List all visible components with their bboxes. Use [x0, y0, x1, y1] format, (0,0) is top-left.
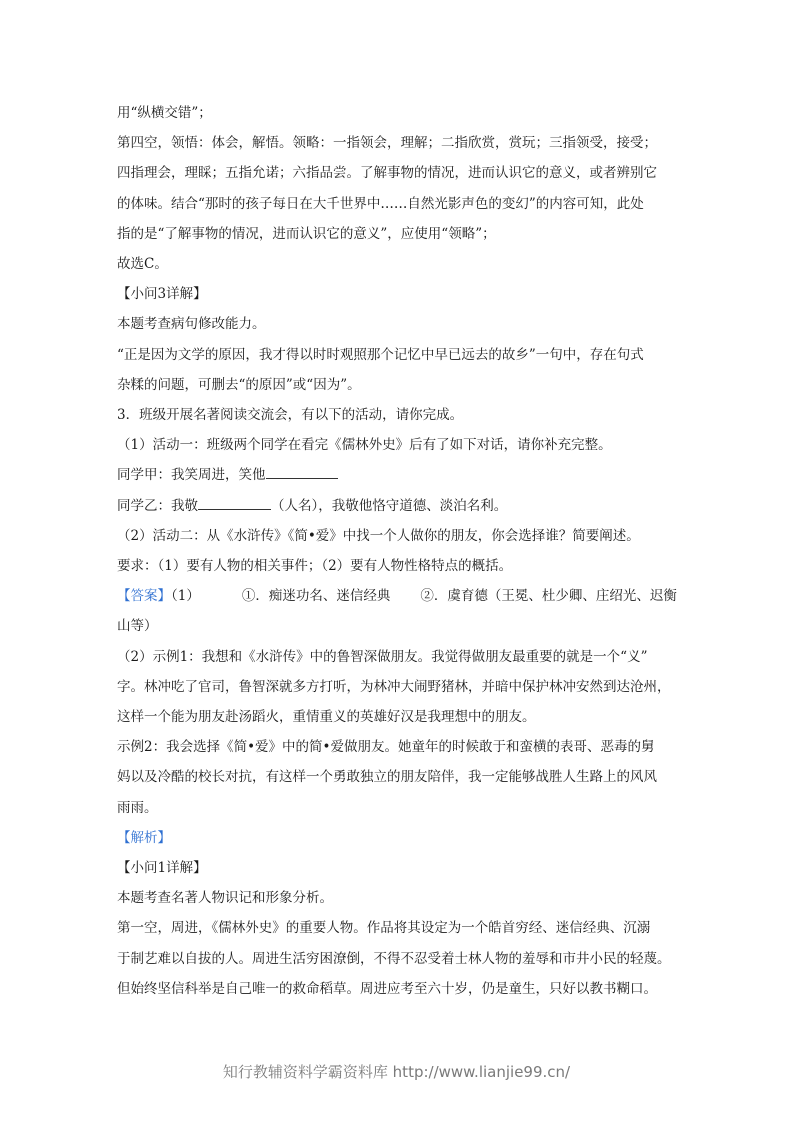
answer-line [117, 581, 677, 611]
answer-part-3: ②．虞育德（王冕、杜少卿、庄绍光、迟衡 [420, 588, 677, 605]
text-line: “正是因为文学的原因，我才得以时时观照那个记忆中早已远去的故乡”一句中，存在句式 [117, 346, 644, 363]
text-line: 这样一个能为朋友赴汤蹈火，重情重义的英雄好汉是我理想中的朋友。 [117, 709, 536, 726]
text-line: 字。林冲吃了官司，鲁智深就多方打听，为林冲大闹野猪林，并暗中保护林冲安然到达沧州， [117, 678, 671, 695]
text-line: 指的是“了解事物的情况，进而认识它的意义”，应使用“领略”； [117, 225, 496, 242]
text-line: 故选C。 [117, 256, 168, 273]
text-line: 第四空，领悟：体会，解悟。领略：一指领会，理解；二指欣赏，赏玩；三指领受，接受； [117, 135, 657, 152]
dialog-a-text: 同学甲：我笑周进，笑他 [117, 467, 266, 484]
text-line: 山等） [117, 618, 158, 635]
text-line: 第一空，周进，《儒林外史》的重要人物。作品将其设定为一个皓首穷经、迷信经典、沉溺 [117, 920, 651, 937]
text-line: （1）活动一：班级两个同学在看完《儒林外史》后有了如下对话，请你补充完整。 [117, 437, 612, 454]
text-line: 要求：（1）要有人物的相关事件；（2）要有人物性格特点的概括。 [117, 558, 513, 575]
text-line: 雨雨。 [117, 799, 158, 816]
text-line: 但始终坚信科举是自己唯一的救命稻草。周进应考至六十岁，仍是童生，只好以教书糊口。 [117, 980, 657, 997]
dialog-b-pre: 同学乙：我敬 [117, 497, 198, 514]
text-line: 于制艺难以自拔的人。周进生活穷困潦倒，不得不忍受着士林人物的羞辱和市井小民的轻蔑。 [117, 950, 671, 967]
analysis-label: 【解析】 [117, 829, 171, 846]
text-line: 示例2：我会选择《简•爱》中的简•爱做朋友。她童年的时候敢于和蛮横的表哥、恶毒的舅 [117, 739, 655, 756]
dialog-b-post: （人名），我敬他恪守道德、淡泊名利。 [271, 497, 508, 514]
text-line: （2）活动二：从《水浒传》《简•爱》中找一个人做你的朋友，你会选择谁？简要阐述。 [117, 527, 640, 544]
text-line: 四指理会，理睬；五指允诺；六指品尝。了解事物的情况，进而认识它的意义，或者辨别它 [117, 165, 657, 182]
answer-part-2: ①．痴迷功名、迷信经典 [241, 588, 391, 605]
text-line: 用“纵横交错”； [117, 105, 212, 121]
text-line: 本题考查病句修改能力。 [117, 316, 266, 333]
text-line: 的体味。结合“那时的孩子每日在大千世界中……自然光影声色的变幻”的内容可知，此处 [117, 195, 644, 212]
section-heading: 【小问1详解】 [117, 860, 207, 877]
answer-blank [266, 461, 338, 479]
answer-blank [198, 492, 271, 510]
answer-part-1: （1） [171, 588, 200, 605]
text-line: 妈以及冷酷的校长对抗，有这样一个勇敢独立的朋友陪伴，我一定能够战胜人生路上的风风 [117, 769, 657, 786]
dialog-line-b [117, 491, 677, 521]
footer-watermark: 知行教辅资料学霸资料库 http://www.lianjie99.cn/ [222, 1063, 571, 1081]
section-heading: 【小问3详解】 [117, 286, 207, 303]
answer-label: 【答案】 [117, 588, 171, 605]
question-title: 3．班级开展名著阅读交流会，有以下的活动，请你完成。 [117, 407, 464, 424]
document-body [117, 98, 677, 1004]
text-line: 本题考查名著人物识记和形象分析。 [117, 890, 333, 907]
text-line: 杂糅的问题，可删去“的原因”或“因为”。 [117, 376, 361, 393]
text-line: （2）示例1：我想和《水浒传》中的鲁智深做朋友。我觉得做朋友最重要的就是一个“义” [117, 648, 648, 665]
dialog-line-a [117, 460, 677, 490]
